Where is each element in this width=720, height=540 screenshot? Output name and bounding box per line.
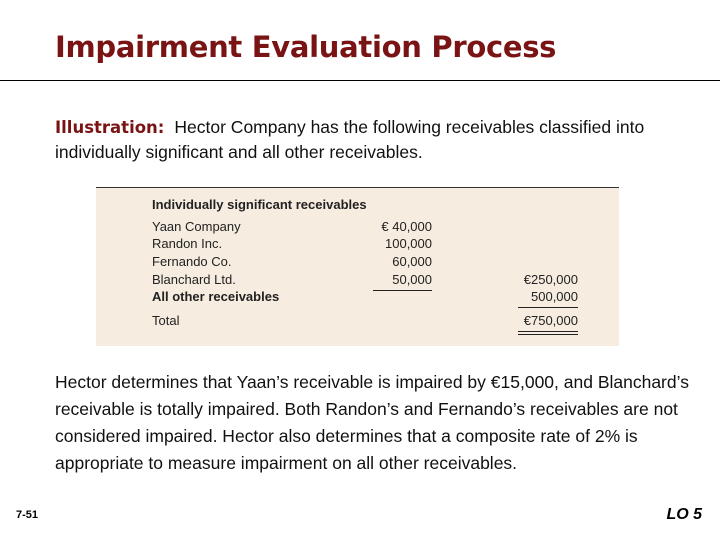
learning-objective-label: LO 5 <box>666 506 702 523</box>
row-label-fernando: Fernando Co. <box>152 254 232 269</box>
body-paragraph: Hector determines that Yaan’s receivable is impaired by €15,000, and Blanchard’s receivable is totally impaired. Both Randon’s and Fernando’s receivables are not considered impaired. Hector also determines that a composite rate of 2% is appropriate to measure impairment on all other receivables. <box>55 372 689 473</box>
other-receivables-amount: 500,000 <box>531 289 578 304</box>
column-underline <box>373 290 432 291</box>
row-label-yaan: Yaan Company <box>152 219 241 234</box>
table-header: Individually significant receivables <box>152 197 367 212</box>
other-receivables-label: All other receivables <box>152 289 280 304</box>
row-label-blanchard: Blanchard Ltd. <box>152 272 236 287</box>
intro-paragraph <box>55 115 695 165</box>
total-double-underline-1 <box>518 331 578 332</box>
row-amount-randon: 100,000 <box>385 236 432 251</box>
title-divider <box>0 80 720 81</box>
row-label-randon: Randon Inc. <box>152 236 223 251</box>
intro-lead: Illustration: <box>55 118 165 137</box>
receivables-table <box>96 187 619 346</box>
total-label: Total <box>152 313 180 328</box>
slide-number: 7-51 <box>16 509 39 521</box>
subtotal-amount: €250,000 <box>523 272 578 287</box>
total-double-underline-2 <box>518 334 578 335</box>
row-amount-yaan: € 40,000 <box>381 219 432 234</box>
slide-title: Impairment Evaluation Process <box>55 30 557 64</box>
intro-text: Hector Company has the following receivables classified into individually significant and all other receivables. <box>55 117 645 162</box>
row-amount-blanchard: 50,000 <box>392 272 432 287</box>
row-amount-fernando: 60,000 <box>392 254 432 269</box>
subtotal-underline <box>518 307 578 308</box>
total-amount: €750,000 <box>523 313 578 328</box>
